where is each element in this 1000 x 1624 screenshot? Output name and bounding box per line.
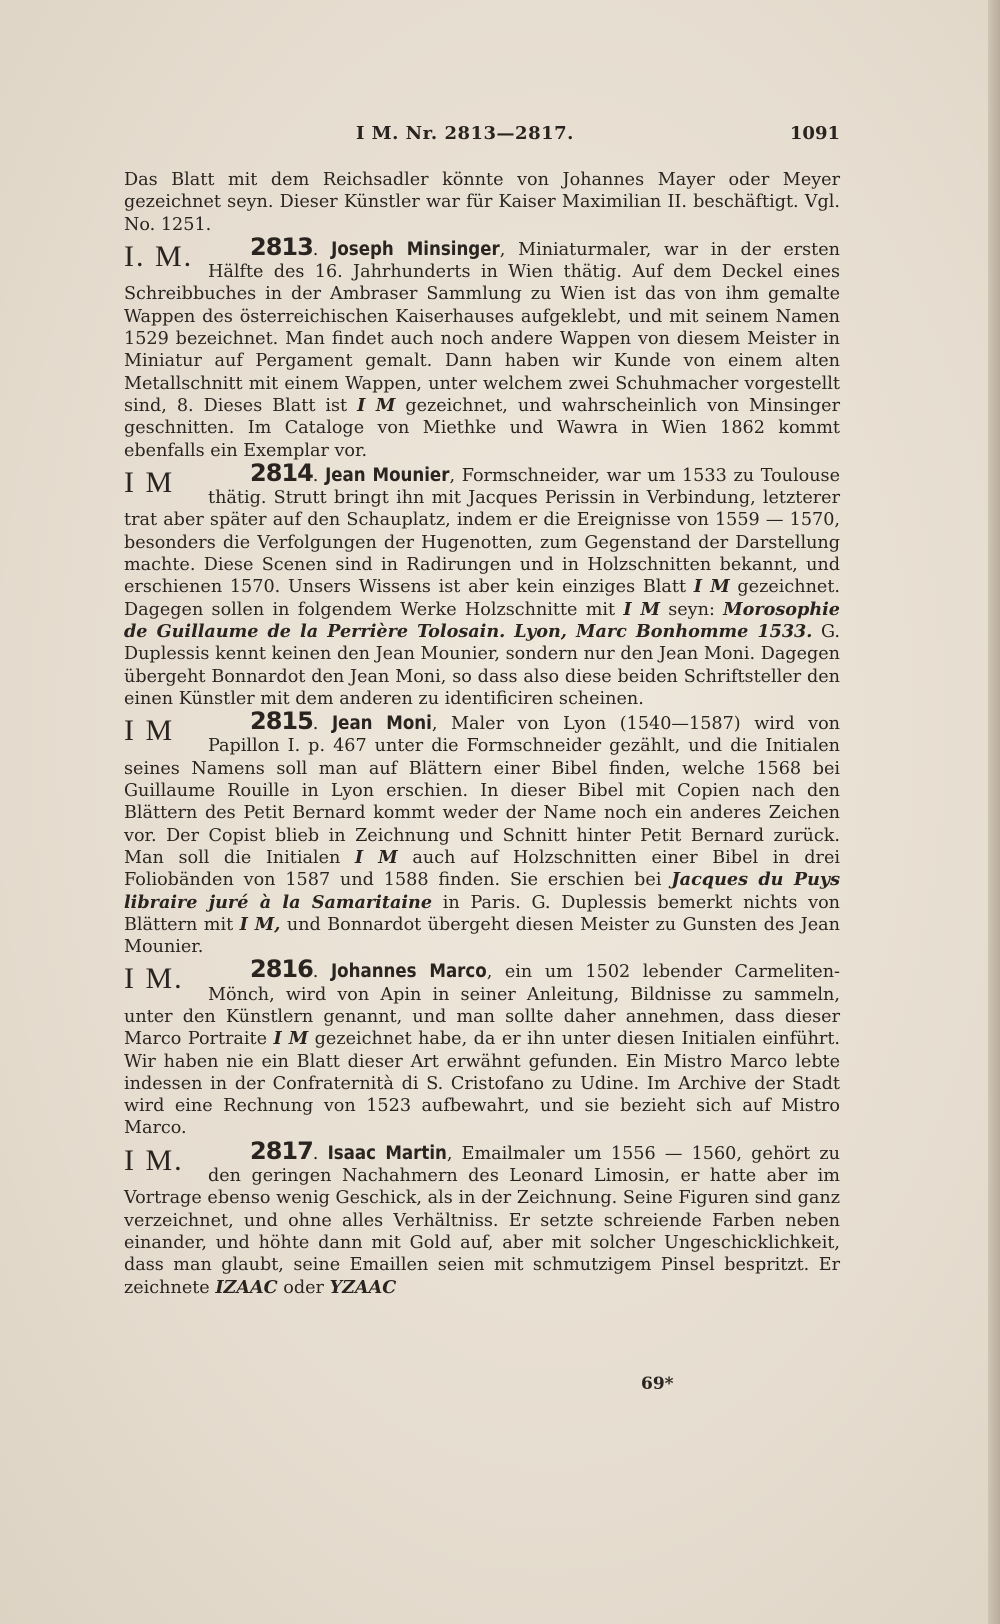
entry-2816: I M. 2816. Johannes Marco, ein um 1502 lebender Carmeliten-Mönch, wird von Apin in seiner Anleitung, Bildnisse zu sammeln, unter den Künstlern genannt, und man sollte daher annehmen, dass dieser Marco Portraite I M gezeichnet habe, da er ihn unter diesen Initialen einführt. Wir haben nie ein Blatt dieser Art erwähnt gefunden. Ein Mistro Marco lebte indessen in der Confraternità di S. Cristofano zu Udine. Im Archive der Stadt wird eine Rechnung von 1523 aufbewahrt, und sie bezieht sich auf Mistro Marco. [124, 955, 840, 1139]
entry-text: gezeichnet, und wahrscheinlich von Minsinger geschnitten. Im Cataloge von Miethke und Wawra in Wien 1862 kommt ebenfalls ein Exemplar vor. [124, 395, 840, 461]
monogram-mention: I M [354, 846, 398, 868]
entry-number: 2815 [250, 707, 313, 736]
monogram: I M [124, 714, 175, 748]
entry-text: , ein um 1502 lebender Carmeliten-Mönch, wird von Apin in seiner Anleitung, Bildnisse zu sammeln, unter den Künstlern genannt, und man sollte daher annehmen, dass dieser Marco Portraite [124, 962, 840, 1050]
entry-text: oder [277, 1277, 330, 1298]
entry-number: 2813 [250, 232, 313, 261]
page-edge [988, 0, 1000, 1624]
entry-text: , Formschneider, war um 1533 zu Toulouse thätig. Strutt bringt ihn mit Jacques Perissin in Verbindung, letzterer trat aber später auf den Schauplatz, indem er die Ereignisse von 1559 — 1570, besonders die Verfolgungen der Hugenotten, zum Gegenstand der Darstellung machte. Diese Scenen sind in Radirungen und in Holzschnitten bekannt, und erschienen 1570. Unsers Wissens ist aber kein einziges Blatt [124, 465, 841, 598]
artist-name: Jean Moni [331, 713, 432, 735]
entry-text: auch auf Holzschnitten einer Bibel in drei Foliobänden von 1587 und 1588 finden. Sie erschien bei [124, 847, 840, 891]
page-number: 1091 [789, 123, 840, 144]
entry-text: in Paris. G. Duplessis bemerkt nichts von Blättern mit [124, 892, 840, 935]
entry-2815: I M 2815. Jean Moni, Maler von Lyon (1540—1587) wird von Papillon I. p. 467 unter die Formschneider gezählt, und die Initialen seines Namens soll man auf Blättern einer Bibel finden, welche 1568 bei Guillaume Rouille in Lyon erschien. In dieser Bibel mit Copien nach den Blättern des Petit Bernard kommt weder der Name noch ein anderes Zeichen vor. Der Copist blieb in Zeichnung und Schnitt hinter Petit Bernard zurück. Man soll die Initialen I M auch auf Holzschnitten einer Bibel in drei Foliobänden von 1587 und 1588 finden. Sie erschien bei Jacques du Puys libraire juré à la Samaritaine in Paris. G. Duplessis bemerkt nichts von Blättern mit I M, und Bonnardot übergeht diesen Meister zu Gunsten des Jean Mounier. [124, 707, 841, 958]
entry-number: 2814 [250, 458, 313, 487]
monogram-mention: I M [273, 1028, 309, 1050]
publisher-name: Jacques du Puys libraire juré à la Samaritaine [124, 869, 841, 913]
running-header [124, 123, 840, 149]
entry-text: G. Duplessis kennt keinen den Jean Mounier, sondern nur den Jean Moni. Dagegen übergeht Bonnardot den Jean Moni, so dass also diese beiden Schriftsteller den einen Künstler mit dem anderen zu identificiren scheinen. [124, 621, 840, 709]
monogram: I M. [124, 962, 184, 996]
monogram-mention: I M, [239, 913, 281, 935]
monogram: I M [124, 465, 175, 499]
monogram: I M. [124, 1143, 184, 1177]
entry-text: gezeichnet. Dagegen sollen in folgendem Werke Holzschnitte mit [124, 577, 840, 620]
entry-text: und Bonnardot übergeht diesen Meister zu Gunsten des Jean Mounier. [124, 914, 841, 958]
monogram-mention: I M [357, 394, 396, 416]
artist-name: Joseph Minsinger [331, 238, 500, 260]
signature-mention: IZAAC [215, 1276, 278, 1298]
running-title: I M. Nr. 2813—2817. [356, 123, 574, 144]
signature-mention: YZAAC [329, 1276, 397, 1298]
monogram-mention: I M [623, 598, 660, 620]
body-text [124, 169, 840, 1299]
book-title: Morosophie de Guillaume de la Perrière Tolosain. Lyon, Marc Bonhomme 1533. [124, 598, 840, 642]
entry-text: , Maler von Lyon (1540—1587) wird von Papillon I. p. 467 unter die Formschneider gezählt, und die Initialen seines Namens soll man auf Blättern einer Bibel finden, welche 1568 bei Guillaume Rouille in Lyon erschien. In dieser Bibel mit Copien nach den Blättern des Petit Bernard kommt weder der Name noch ein anderes Zeichen vor. Der Copist blieb in Zeichnung und Schnitt hinter Petit Bernard zurück. Man soll die Initialen [124, 714, 841, 868]
artist-name: Isaac Martin [327, 1142, 447, 1164]
entry-number: 2816 [250, 955, 313, 984]
signature-mark: 69* [641, 1374, 674, 1394]
entry-text: seyn: [659, 599, 724, 620]
entry-text: , Emailmaler um 1556 — 1560, gehört zu den geringen Nachahmern des Leonard Limosin, er hatte aber im Vortrage ebenso wenig Geschick, als in der Zeichnung. Seine Figuren sind ganz verzeichnet, und ohne alles Verhältniss. Er setzte schreiende Farben neben einander, und höhte dann mit Gold auf, aber mit solcher Ungeschicklichkeit, dass man glaubt, seine Emaillen seien mit schmutzigem Pinsel bespritzt. Er zeichnete [124, 1143, 840, 1298]
entry-2813: I. M. 2813. Joseph Minsinger, Miniaturmaler, war in der ersten Hälfte des 16. Jahrhunderts in Wien thätig. Auf dem Deckel eines Schreibbuches in der Ambraser Sammlung zu Wien ist das von ihm gemalte Wappen des österreichischen Kaiserhauses aufgeklebt, und mit seinem Namen 1529 bezeichnet. Man findet auch noch andere Wappen von diesem Meister in Miniatur auf Pergament gemalt. Dann haben wir Kunde von einem alten Metallschnitt mit einem Wappen, unter welchem zwei Schuhmacher vorgestellt sind, 8. Dieses Blatt ist I M gezeichnet, und wahrscheinlich von Minsinger geschnitten. Im Cataloge von Miethke und Wawra in Wien 1862 kommt ebenfalls ein Exemplar vor. [124, 232, 840, 461]
artist-name: Johannes Marco [330, 961, 487, 983]
entry-text: gezeichnet habe, da er ihn unter diesen Initialen einführt. Wir haben nie ein Blatt dieser Art erwähnt gefunden. Ein Mistro Marco lebte indessen in der Confraternità di S. Cristofano zu Udine. Im Archive der Stadt wird eine Rechnung von 1523 aufbewahrt, und sie bezieht sich auf Mistro Marco. [124, 1029, 840, 1139]
intro-paragraph: Das Blatt mit dem Reichsadler könnte von Johannes Mayer oder Meyer gezeichnet seyn. Dieser Künstler war für Kaiser Maximilian II. beschäftigt. Vgl. No. 1251. [124, 170, 840, 235]
entry-number: 2817 [250, 1136, 313, 1165]
entry-2814: I M 2814. Jean Mounier, Formschneider, war um 1533 zu Toulouse thätig. Strutt bringt ihn mit Jacques Perissin in Verbindung, letzterer trat aber später auf den Schauplatz, indem er die Ereignisse von 1559 — 1570, besonders die Verfolgungen der Hugenotten, zum Gegenstand der Darstellung machte. Diese Scenen sind in Radirungen und in Holzschnitten bekannt, und erschienen 1570. Unsers Wissens ist aber kein einziges Blatt I M gezeichnet. Dagegen sollen in folgendem Werke Holzschnitte mit I M seyn: Morosophie de Guillaume de la Perrière Tolosain. Lyon, Marc Bonhomme 1533. G. Duplessis kennt keinen den Jean Mounier, sondern nur den Jean Moni. Dagegen übergeht Bonnardot den Jean Moni, so dass also diese beiden Schriftsteller den einen Künstler mit dem anderen zu identificiren scheinen. [124, 458, 841, 709]
entry-text: , Miniaturmaler, war in der ersten Hälfte des 16. Jahrhunderts in Wien thätig. Auf dem Deckel eines Schreibbuches in der Ambraser Sammlung zu Wien ist das von ihm gemalte Wappen des österreichischen Kaiserhauses aufgeklebt, und mit seinem Namen 1529 bezeichnet. Man findet auch noch andere Wappen von diesem Meister in Miniatur auf Pergament gemalt. Dann haben wir Kunde von einem alten Metallschnitt mit einem Wappen, unter welchem zwei Schuhmacher vorgestellt sind, 8. Dieses Blatt ist [124, 239, 840, 416]
monogram-mention: I M [693, 576, 730, 598]
entry-2817: I M. 2817. Isaac Martin, Emailmaler um 1556 — 1560, gehört zu den geringen Nachahmern des Leonard Limosin, er hatte aber im Vortrage ebenso wenig Geschick, als in der Zeichnung. Seine Figuren sind ganz verzeichnet, und ohne alles Verhältniss. Er setzte schreiende Farben neben einander, und höhte dann mit Gold auf, aber mit solcher Ungeschicklichkeit, dass man glaubt, seine Emaillen seien mit schmutzigem Pinsel bespritzt. Er zeichnete IZAAC oder YZAAC [124, 1136, 840, 1298]
artist-name: Jean Mounier [325, 464, 450, 486]
monogram: I. M. [124, 239, 194, 273]
